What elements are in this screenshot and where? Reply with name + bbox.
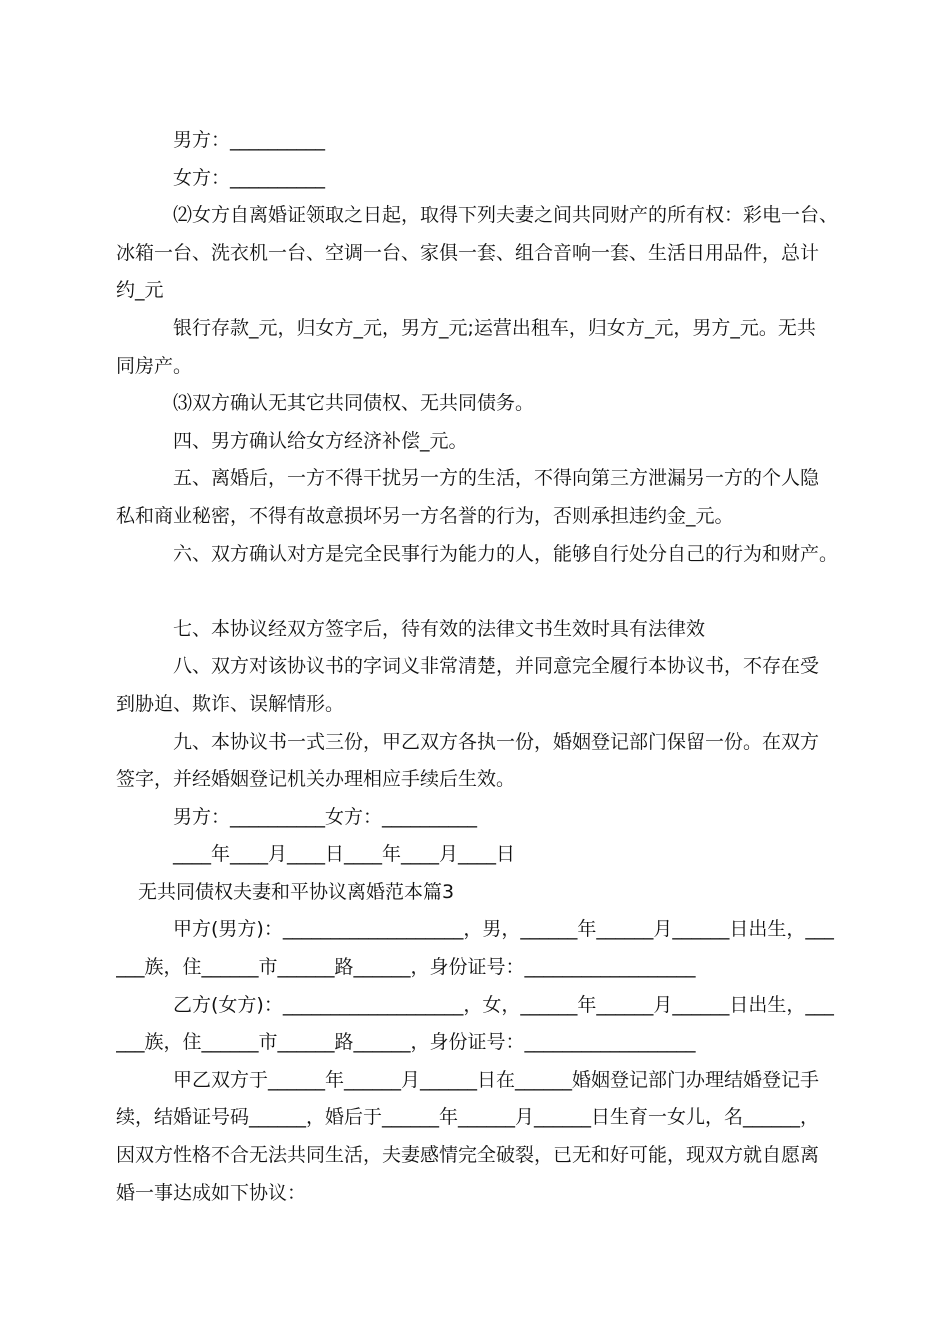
text-line: 女方：__________ [173, 166, 326, 189]
text-line: 私和商业秘密，不得有故意损坏另一方名誉的行为，否则承担违约金_元。 [116, 504, 734, 527]
text-line: 乙方(女方)：___________________，女，______年______月______日出生，___ [173, 993, 834, 1016]
text-line: ___族，住______市______路______，身份证号：__________________ [116, 956, 696, 979]
text-line: 甲乙双方于______年______月______日在______婚姻登记部门办理结婚登记手 [173, 1068, 820, 1091]
text-line: 婚一事达成如下协议： [116, 1181, 307, 1204]
text-line: 冰箱一台、洗衣机一台、空调一台、家俱一套、组合音响一套、生活日用品件，总计 [116, 241, 820, 264]
text-line: 签字，并经婚姻登记机关办理相应手续后生效。 [116, 768, 516, 791]
text-line: 约_元 [116, 279, 164, 302]
text-line: ⑶双方确认无其它共同债权、无共同债务。 [173, 392, 535, 415]
text-line: 同房产。 [116, 354, 193, 377]
text-line: 甲方(男方)：___________________，男，______年______月______日出生，___ [173, 918, 834, 941]
text-line: 九、本协议书一式三份，甲乙双方各执一份，婚姻登记部门保留一份。在双方 [173, 730, 820, 753]
text-line: 五、离婚后，一方不得干扰另一方的生活，不得向第三方泄漏另一方的个人隐 [173, 467, 820, 490]
text-line: 银行存款_元，归女方_元，男方_元;运营出租车，归女方_元，男方_元。无共 [173, 316, 816, 339]
text-line: ___族，住______市______路______，身份证号：__________________ [116, 1031, 696, 1054]
signature-line: 男方：__________女方：__________ [173, 805, 478, 828]
date-line: ____年____月____日____年____月____日 [173, 843, 516, 866]
text-line: 续，结婚证号码______，婚后于______年______月______日生育一女儿，名______， [116, 1106, 820, 1129]
section-title: 无共同债权夫妻和平协议离婚范本篇3 [138, 880, 455, 903]
text-line: 男方：__________ [173, 129, 326, 151]
text-line: 四、男方确认给女方经济补偿_元。 [173, 429, 468, 452]
text-line: 到胁迫、欺诈、误解情形。 [116, 692, 345, 715]
text-line: 因双方性格不合无法共同生活，夫妻感情完全破裂，已无和好可能，现双方就自愿离 [116, 1144, 820, 1167]
text-line: ⑵女方自离婚证领取之日起，取得下列夫妻之间共同财产的所有权：彩电一台、 [173, 204, 839, 227]
text-line: 七、本协议经双方签字后，待有效的法律文书生效时具有法律效 [173, 617, 706, 640]
blank-line [116, 573, 842, 611]
text-line: 八、双方对该协议书的字词义非常清楚，并同意完全履行本协议书，不存在受 [173, 655, 820, 678]
text-line: 六、双方确认对方是完全民事行为能力的人，能够自行处分自己的行为和财产。 [173, 542, 839, 565]
document-body [116, 122, 842, 1212]
